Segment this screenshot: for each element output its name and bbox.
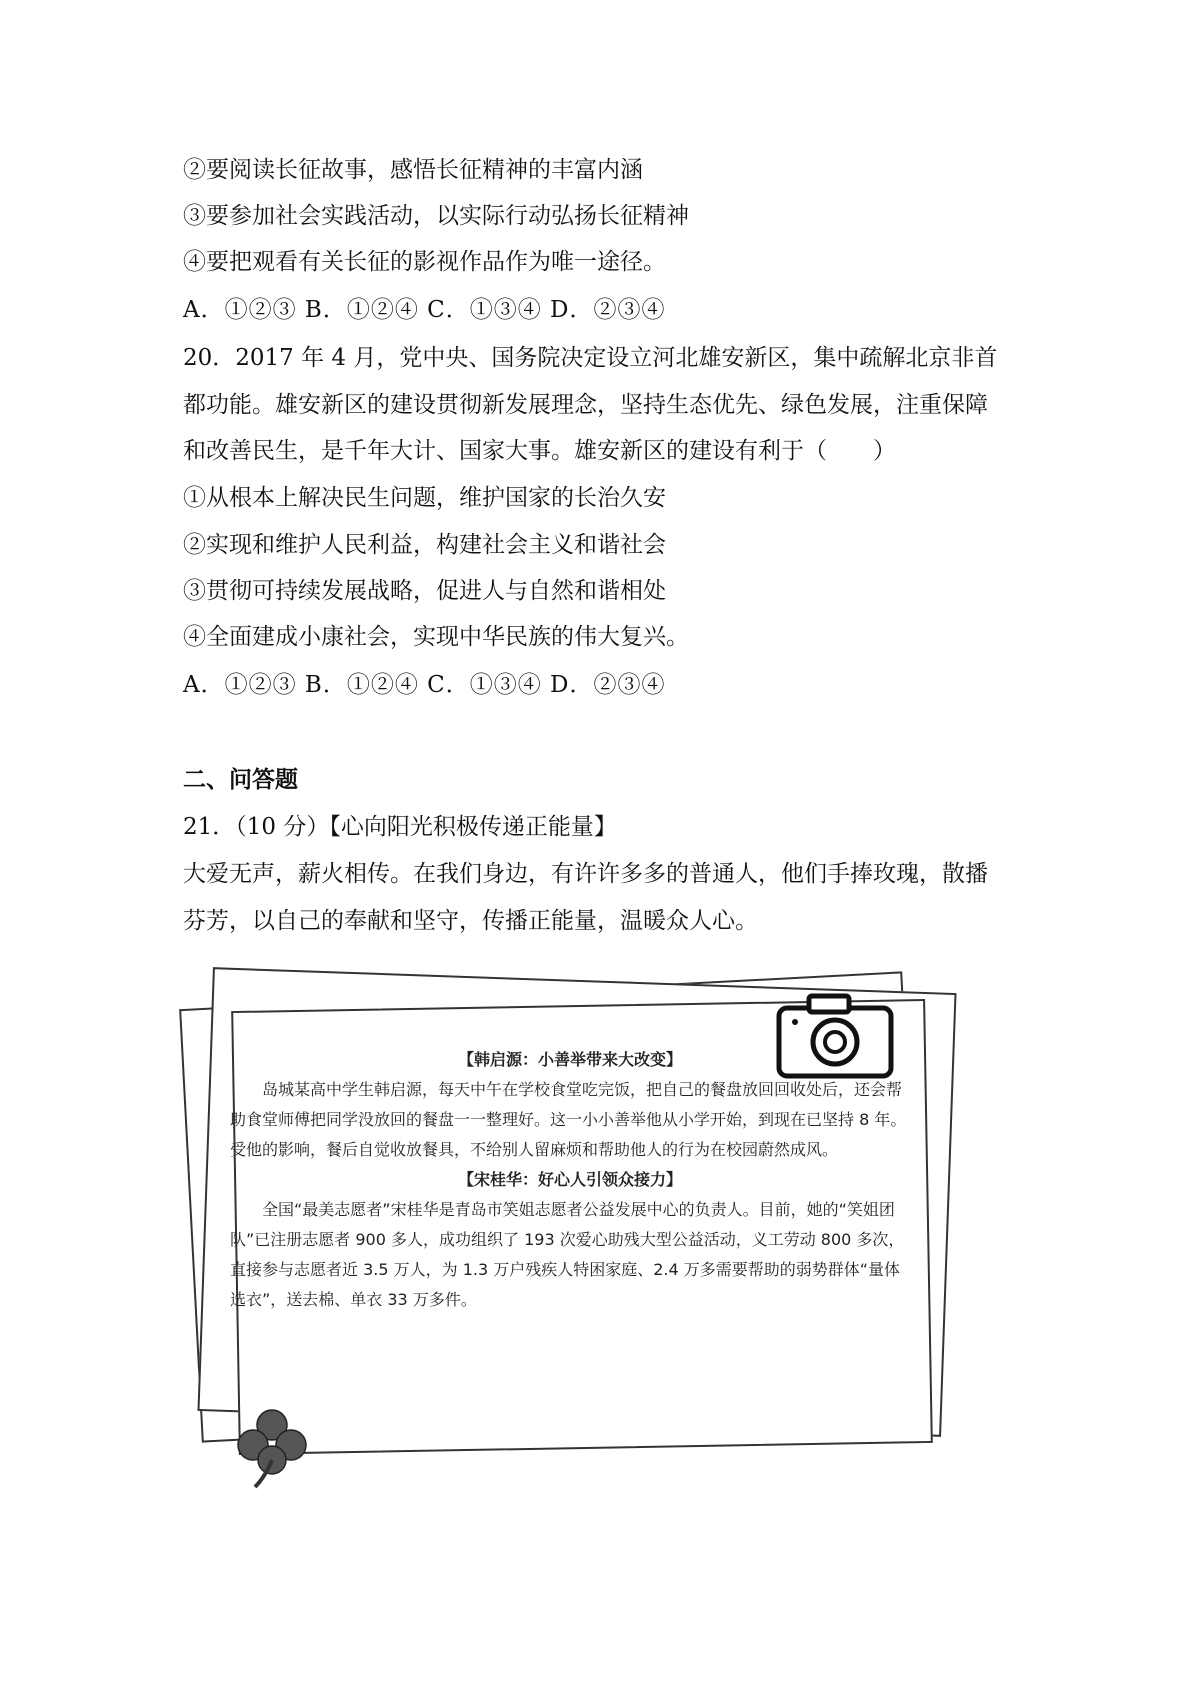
q21-intro-line-1: 大爱无声，薪火相传。在我们身边，有许许多多的普通人，他们手捧玫瑰，散播 <box>183 861 988 887</box>
q20-option-1: ①从根本上解决民生问题，维护国家的长治久安 <box>183 485 666 511</box>
q19-option-3: ③要参加社会实践活动，以实际行动弘扬长征精神 <box>183 203 689 229</box>
q20-stem-line-3: 和改善民生，是千年大计、国家大事。雄安新区的建设有利于（ ） <box>183 438 896 464</box>
card-paragraph-song: 全国“最美志愿者”宋桂华是青岛市笑姐志愿者公益发展中心的负责人。目前，她的“笑姐团队”已注册志愿者 900 多人，成功组织了 193 次爱心助残大型公益活动，义工劳动 800 多次，直接参与志愿者近 3.5 万人，为 1.3 万户残疾人特困家庭、2.4 万多需要帮助的弱势群体“量体选衣”，送去棉、单衣 33 万多件。 <box>230 1200 905 1309</box>
q19-option-4: ④要把观看有关长征的影视作品作为唯一途径。 <box>183 249 666 275</box>
card-content <box>230 1045 910 1415</box>
q20-choices: A．①②③ B．①②④ C．①③④ D．②③④ <box>183 672 666 698</box>
q19-choices: A．①②③ B．①②④ C．①③④ D．②③④ <box>183 297 666 323</box>
card-title-han: 【韩启源：小善举带来大改变】 <box>457 1050 682 1069</box>
q20-option-2: ②实现和维护人民利益，构建社会主义和谐社会 <box>183 532 666 558</box>
q21-intro-line-2: 芬芳，以自己的奉献和坚守，传播正能量，温暖众人心。 <box>183 908 758 934</box>
camera-icon <box>775 990 895 1080</box>
q19-option-2: ②要阅读长征故事，感悟长征精神的丰富内涵 <box>183 157 643 183</box>
q20-stem-line-1: 20．2017 年 4 月，党中央、国务院决定设立河北雄安新区，集中疏解北京非首 <box>183 345 998 371</box>
card-title-song: 【宋桂华：好心人引领众接力】 <box>457 1170 682 1189</box>
clover-icon <box>235 1405 310 1490</box>
q21-title: 21．（10 分）【心向阳光积极传递正能量】 <box>183 814 617 840</box>
q20-stem-line-2: 都功能。雄安新区的建设贯彻新发展理念，坚持生态优先、绿色发展，注重保障 <box>183 392 988 418</box>
q20-option-3: ③贯彻可持续发展战略，促进人与自然和谐相处 <box>183 578 666 604</box>
card-paragraph-han: 岛城某高中学生韩启源，每天中午在学校食堂吃完饭，把自己的餐盘放回回收处后，还会帮助食堂师傅把同学没放回的餐盘一一整理好。这一小小善举他从小学开始，到现在已坚持 8 年。受他的影响，餐后自觉收放餐具，不给别人留麻烦和帮助他人的行为在校园蔚然成风。 <box>230 1080 907 1159</box>
photo-card-illustration <box>180 965 970 1505</box>
q20-option-4: ④全面建成小康社会，实现中华民族的伟大复兴。 <box>183 624 689 650</box>
section-heading: 二、问答题 <box>183 766 298 793</box>
